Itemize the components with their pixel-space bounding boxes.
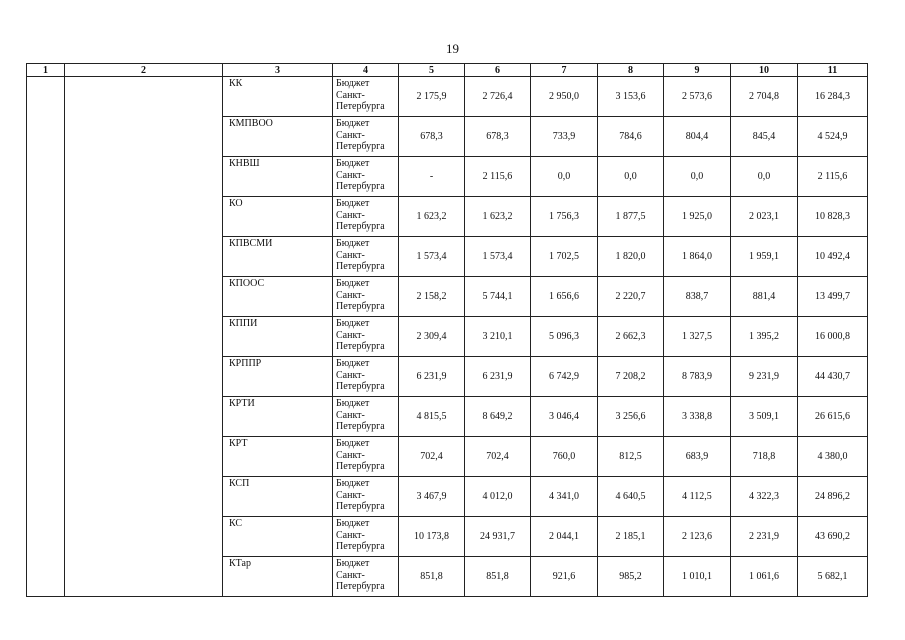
funding-source [333, 437, 399, 477]
funding-source-line: Бюджет [336, 238, 370, 249]
funding-source-line: Петербурга [336, 461, 385, 472]
value-cell: 1 756,3 [531, 197, 598, 237]
value-cell: 1 877,5 [598, 197, 664, 237]
funding-source-line: Бюджет [336, 118, 370, 129]
value-cell: 881,4 [731, 277, 798, 317]
column-header: 6 [465, 64, 531, 77]
funding-source [333, 317, 399, 357]
organization-code: КНВШ [223, 157, 333, 197]
organization-code: КПООС [223, 277, 333, 317]
funding-source [333, 277, 399, 317]
funding-source-line: Бюджет [336, 478, 370, 489]
organization-code: КРТ [223, 437, 333, 477]
value-cell: 1 623,2 [465, 197, 531, 237]
table-row [27, 77, 868, 117]
value-cell: 3 509,1 [731, 397, 798, 437]
funding-source [333, 237, 399, 277]
value-cell: 838,7 [664, 277, 731, 317]
value-cell: 26 615,6 [798, 397, 868, 437]
funding-source-line: Санкт- [336, 209, 365, 221]
funding-source-line: Бюджет [336, 518, 370, 529]
value-cell: 5 096,3 [531, 317, 598, 357]
column-header: 2 [65, 64, 223, 77]
value-cell: 702,4 [465, 437, 531, 477]
value-cell: 4 012,0 [465, 477, 531, 517]
value-cell: 13 499,7 [798, 277, 868, 317]
organization-code: КРТИ [223, 397, 333, 437]
value-cell: 0,0 [664, 157, 731, 197]
value-cell: 16 284,3 [798, 77, 868, 117]
value-cell: 2 023,1 [731, 197, 798, 237]
value-cell: 1 010,1 [664, 557, 731, 597]
value-cell: 985,2 [598, 557, 664, 597]
funding-source [333, 517, 399, 557]
funding-source [333, 397, 399, 437]
value-cell: 10 173,8 [399, 517, 465, 557]
value-cell: 43 690,2 [798, 517, 868, 557]
value-cell: 44 430,7 [798, 357, 868, 397]
column-header: 11 [798, 64, 868, 77]
funding-source-line: Санкт- [336, 369, 365, 381]
organization-code: КППИ [223, 317, 333, 357]
funding-source-line: Санкт- [336, 329, 365, 341]
column-header: 3 [223, 64, 333, 77]
value-cell: 9 231,9 [731, 357, 798, 397]
value-cell: 1 864,0 [664, 237, 731, 277]
column-header: 8 [598, 64, 664, 77]
value-cell: 4 112,5 [664, 477, 731, 517]
value-cell: 3 467,9 [399, 477, 465, 517]
funding-source-line: Бюджет [336, 198, 370, 209]
value-cell: 6 742,9 [531, 357, 598, 397]
funding-source-line: Санкт- [336, 489, 365, 501]
funding-source-line: Петербурга [336, 541, 385, 552]
value-cell: 24 931,7 [465, 517, 531, 557]
value-cell: 0,0 [598, 157, 664, 197]
value-cell: 784,6 [598, 117, 664, 157]
value-cell: 1 327,5 [664, 317, 731, 357]
value-cell: 2 573,6 [664, 77, 731, 117]
funding-source [333, 197, 399, 237]
funding-source-line: Петербурга [336, 221, 385, 232]
funding-source [333, 477, 399, 517]
funding-source-line: Бюджет [336, 158, 370, 169]
value-cell: 8 649,2 [465, 397, 531, 437]
funding-source-line: Петербурга [336, 101, 385, 112]
column-header: 10 [731, 64, 798, 77]
table-body [27, 77, 868, 597]
value-cell: - [399, 157, 465, 197]
value-cell: 678,3 [465, 117, 531, 157]
funding-source-line: Петербурга [336, 341, 385, 352]
column-header: 4 [333, 64, 399, 77]
value-cell: 1 061,6 [731, 557, 798, 597]
funding-source-line: Бюджет [336, 438, 370, 449]
value-cell: 1 820,0 [598, 237, 664, 277]
value-cell: 845,4 [731, 117, 798, 157]
funding-source [333, 77, 399, 117]
value-cell: 804,4 [664, 117, 731, 157]
funding-source-line: Петербурга [336, 381, 385, 392]
value-cell: 2 704,8 [731, 77, 798, 117]
value-cell: 5 744,1 [465, 277, 531, 317]
value-cell: 2 158,2 [399, 277, 465, 317]
value-cell: 2 662,3 [598, 317, 664, 357]
value-cell: 1 573,4 [399, 237, 465, 277]
value-cell: 1 573,4 [465, 237, 531, 277]
funding-source-line: Санкт- [336, 409, 365, 421]
value-cell: 4 341,0 [531, 477, 598, 517]
value-cell: 4 640,5 [598, 477, 664, 517]
value-cell: 2 115,6 [798, 157, 868, 197]
value-cell: 2 123,6 [664, 517, 731, 557]
header-row [27, 64, 868, 77]
column-header: 5 [399, 64, 465, 77]
funding-source-line: Петербурга [336, 181, 385, 192]
value-cell: 1 623,2 [399, 197, 465, 237]
value-cell: 1 925,0 [664, 197, 731, 237]
value-cell: 5 682,1 [798, 557, 868, 597]
value-cell: 851,8 [399, 557, 465, 597]
value-cell: 3 338,8 [664, 397, 731, 437]
funding-source [333, 157, 399, 197]
value-cell: 0,0 [531, 157, 598, 197]
funding-source-line: Бюджет [336, 78, 370, 89]
funding-source-line: Санкт- [336, 289, 365, 301]
value-cell: 678,3 [399, 117, 465, 157]
funding-source-line: Бюджет [336, 318, 370, 329]
value-cell: 733,9 [531, 117, 598, 157]
value-cell: 4 322,3 [731, 477, 798, 517]
page-number: 19 [446, 41, 459, 56]
value-cell: 3 256,6 [598, 397, 664, 437]
col2-blank-cell [65, 77, 223, 597]
value-cell: 2 231,9 [731, 517, 798, 557]
funding-source-line: Петербурга [336, 421, 385, 432]
funding-source [333, 117, 399, 157]
value-cell: 3 153,6 [598, 77, 664, 117]
funding-source-line: Санкт- [336, 449, 365, 461]
value-cell: 812,5 [598, 437, 664, 477]
column-header: 1 [27, 64, 65, 77]
funding-source-line: Бюджет [336, 398, 370, 409]
value-cell: 10 828,3 [798, 197, 868, 237]
funding-source-line: Санкт- [336, 169, 365, 181]
value-cell: 7 208,2 [598, 357, 664, 397]
value-cell: 718,8 [731, 437, 798, 477]
organization-code: КК [223, 77, 333, 117]
value-cell: 2 115,6 [465, 157, 531, 197]
col1-blank-cell [27, 77, 65, 597]
funding-source-line: Петербурга [336, 261, 385, 272]
value-cell: 4 815,5 [399, 397, 465, 437]
value-cell: 3 210,1 [465, 317, 531, 357]
funding-source-line: Санкт- [336, 89, 365, 101]
organization-code: КСП [223, 477, 333, 517]
organization-code: КПВСМИ [223, 237, 333, 277]
value-cell: 2 175,9 [399, 77, 465, 117]
funding-source-line: Санкт- [336, 249, 365, 261]
value-cell: 8 783,9 [664, 357, 731, 397]
value-cell: 1 656,6 [531, 277, 598, 317]
value-cell: 2 220,7 [598, 277, 664, 317]
funding-source-line: Бюджет [336, 358, 370, 369]
funding-source [333, 357, 399, 397]
organization-code: КТар [223, 557, 333, 597]
organization-code: КРППР [223, 357, 333, 397]
value-cell: 16 000,8 [798, 317, 868, 357]
funding-source-line: Петербурга [336, 501, 385, 512]
organization-code: КС [223, 517, 333, 557]
value-cell: 4 524,9 [798, 117, 868, 157]
value-cell: 921,6 [531, 557, 598, 597]
value-cell: 2 950,0 [531, 77, 598, 117]
value-cell: 1 395,2 [731, 317, 798, 357]
value-cell: 702,4 [399, 437, 465, 477]
value-cell: 2 044,1 [531, 517, 598, 557]
value-cell: 3 046,4 [531, 397, 598, 437]
value-cell: 2 309,4 [399, 317, 465, 357]
value-cell: 24 896,2 [798, 477, 868, 517]
funding-source-line: Санкт- [336, 569, 365, 581]
value-cell: 6 231,9 [465, 357, 531, 397]
value-cell: 851,8 [465, 557, 531, 597]
value-cell: 760,0 [531, 437, 598, 477]
funding-source [333, 557, 399, 597]
value-cell: 10 492,4 [798, 237, 868, 277]
column-header: 9 [664, 64, 731, 77]
value-cell: 2 185,1 [598, 517, 664, 557]
value-cell: 683,9 [664, 437, 731, 477]
funding-source-line: Санкт- [336, 129, 365, 141]
budget-table [26, 63, 868, 597]
organization-code: КО [223, 197, 333, 237]
funding-source-line: Петербурга [336, 581, 385, 592]
value-cell: 6 231,9 [399, 357, 465, 397]
value-cell: 0,0 [731, 157, 798, 197]
value-cell: 2 726,4 [465, 77, 531, 117]
value-cell: 1 959,1 [731, 237, 798, 277]
funding-source-line: Санкт- [336, 529, 365, 541]
funding-source-line: Петербурга [336, 141, 385, 152]
funding-source-line: Бюджет [336, 558, 370, 569]
value-cell: 1 702,5 [531, 237, 598, 277]
organization-code: КМПВОО [223, 117, 333, 157]
funding-source-line: Петербурга [336, 301, 385, 312]
value-cell: 4 380,0 [798, 437, 868, 477]
column-header: 7 [531, 64, 598, 77]
funding-source-line: Бюджет [336, 278, 370, 289]
